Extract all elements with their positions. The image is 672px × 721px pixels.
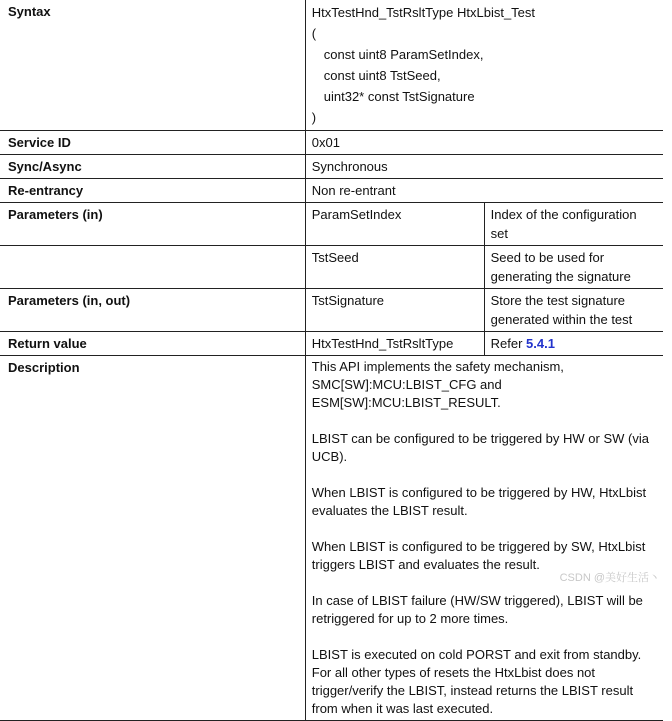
param-desc: Index of the configuration set (484, 203, 663, 246)
syntax-row (0, 0, 663, 131)
row-label: Service ID (0, 131, 305, 155)
row-label: Parameters (in, out) (0, 289, 305, 332)
row-label: Return value (0, 332, 305, 356)
row-label: Sync/Async (0, 155, 305, 179)
param-name: ParamSetIndex (305, 203, 484, 246)
description-paragraph: LBIST is executed on cold PORST and exit from standby. For all other types of resets the HtxLbist does not trigger/verify the LBIST, instead returns the LBIST result from when it was last executed. (311, 647, 642, 716)
syntax-value (305, 0, 663, 131)
param-name: TstSeed (305, 246, 484, 289)
syntax-line: const uint8 ParamSetIndex, (323, 47, 484, 62)
params-inout-row (0, 289, 663, 332)
return-type: HtxTestHnd_TstRsltType (305, 332, 484, 356)
syntax-line: ) (311, 110, 317, 125)
row-label: Description (0, 356, 305, 721)
service-id-row (0, 131, 663, 155)
row-value: Non re-entrant (305, 179, 663, 203)
description-paragraph: When LBIST is configured to be triggered by SW, HtxLbist triggers LBIST and evaluates the result. (311, 539, 646, 572)
syntax-line: const uint8 TstSeed, (323, 68, 441, 83)
refer-text: Refer (490, 336, 523, 351)
return-row (0, 332, 663, 356)
row-value: 0x01 (305, 131, 663, 155)
param-name: TstSignature (305, 289, 484, 332)
reentrancy-row (0, 179, 663, 203)
row-label (0, 246, 305, 289)
param-desc: Store the test signature generated within the test (484, 289, 663, 332)
watermark: CSDN @美好生活丶 (559, 572, 660, 584)
description-row (0, 356, 663, 721)
row-label: Syntax (0, 0, 305, 131)
params-in-row (0, 203, 663, 246)
return-desc (484, 332, 663, 356)
description-paragraph: This API implements the safety mechanism, SMC[SW]:MCU:LBIST_CFG and ESM[SW]:MCU:LBIST_RESULT. (311, 359, 564, 410)
description-paragraph: In case of LBIST failure (HW/SW triggered), LBIST will be retriggered for up to 2 more times. (311, 593, 643, 626)
description-paragraph: When LBIST is configured to be triggered by HW, HtxLbist evaluates the LBIST result. (311, 485, 647, 518)
section-link[interactable]: 5.4.1 (526, 336, 555, 351)
syntax-line: ( (311, 26, 317, 41)
param-desc: Seed to be used for generating the signature (484, 246, 663, 289)
sync-row (0, 155, 663, 179)
description-paragraph: LBIST can be configured to be triggered by HW or SW (via UCB). (311, 431, 649, 464)
row-label: Parameters (in) (0, 203, 305, 246)
params-in-row (0, 246, 663, 289)
row-value: Synchronous (305, 155, 663, 179)
syntax-line: HtxTestHnd_TstRsltType HtxLbist_Test (311, 5, 536, 20)
syntax-line: uint32* const TstSignature (323, 89, 475, 104)
row-label: Re-entrancy (0, 179, 305, 203)
description-text (305, 356, 663, 721)
